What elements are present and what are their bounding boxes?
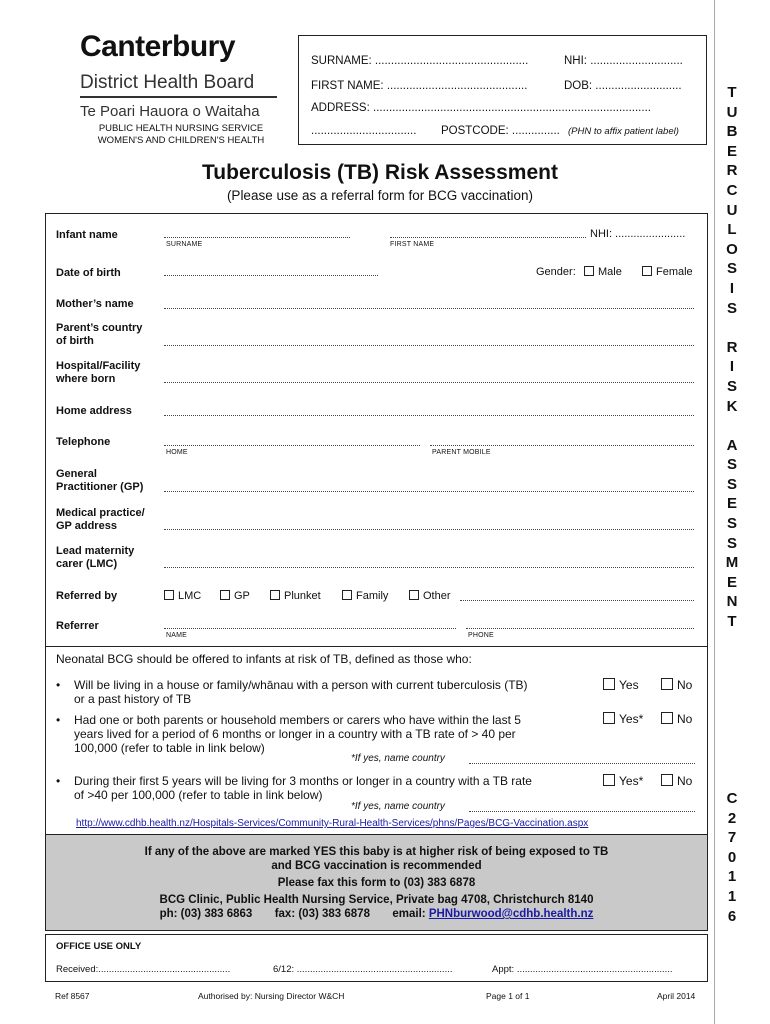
bullet-3-dot: • — [56, 774, 61, 788]
hospital-label — [56, 360, 140, 386]
family-option-label: Family — [356, 590, 389, 602]
dob-field[interactable] — [164, 275, 378, 276]
side-letter: 0 — [727, 848, 737, 866]
referrer-name-field[interactable] — [164, 628, 456, 629]
risk-criteria-section — [45, 646, 708, 835]
side-letter: B — [726, 123, 738, 141]
home-address-label: Home address — [56, 405, 132, 417]
notice-contacts — [46, 908, 707, 920]
infant-name-label: Infant name — [56, 229, 118, 241]
side-letter: 6 — [727, 907, 737, 925]
gender-female-option[interactable] — [642, 266, 693, 278]
hospital-label-line2: where born — [56, 373, 116, 385]
side-letter: U — [726, 103, 738, 121]
criteria-intro: Neonatal BCG should be offered to infants at risk of TB, defined as those who: — [56, 652, 472, 666]
criterion-2-line3: 100,000 (refer to table in link below) — [74, 741, 265, 755]
parents-country-label-line1: Parent’s country — [56, 322, 143, 334]
mothers-name-label: Mother’s name — [56, 298, 134, 310]
gp-checkbox[interactable] — [220, 590, 230, 600]
parents-country-label-line2: of birth — [56, 335, 94, 347]
side-letter: A — [726, 436, 738, 454]
side-letter: I — [729, 358, 735, 376]
criterion-3-no[interactable] — [661, 774, 692, 788]
side-letter: C — [726, 181, 738, 199]
side-letter: I — [729, 279, 735, 297]
side-divider — [714, 0, 715, 1024]
ref-option-family[interactable] — [342, 590, 388, 602]
notice-email-label: email: — [392, 908, 426, 920]
ref-option-plunket[interactable] — [270, 590, 321, 602]
side-letter: S — [726, 377, 737, 395]
bullet-1-dot: • — [56, 678, 61, 692]
lmc-checkbox[interactable] — [164, 590, 174, 600]
office-use-section — [45, 934, 708, 982]
side-letter — [724, 416, 740, 436]
ref-option-lmc[interactable] — [164, 590, 201, 602]
gp-label — [56, 468, 143, 494]
lmc-label — [56, 545, 134, 571]
side-letter: T — [727, 613, 737, 631]
notice-line-2: and BCG vaccination is recommended — [271, 860, 482, 872]
surname-caption: SURNAME — [166, 241, 203, 248]
criterion-3-yes-checkbox[interactable] — [603, 774, 615, 786]
male-checkbox[interactable] — [584, 266, 594, 276]
criterion-1-line2: or a past history of TB — [74, 692, 192, 706]
side-letter: E — [726, 573, 737, 591]
gp-label-line1: General — [56, 468, 97, 480]
criterion-2-if-yes: *If yes, name country — [351, 753, 445, 764]
criterion-1-no-checkbox[interactable] — [661, 678, 673, 690]
side-letter: 7 — [727, 829, 737, 847]
six-twelve-field[interactable]: 6/12: ........................................................... — [273, 964, 453, 975]
footer-page: Page 1 of 1 — [486, 991, 530, 1001]
ref-option-gp[interactable] — [220, 590, 250, 602]
other-option-label: Other — [423, 590, 451, 602]
hospital-label-line1: Hospital/Facility — [56, 360, 141, 372]
gp-field[interactable] — [164, 491, 694, 492]
ref-option-other[interactable] — [409, 590, 451, 602]
female-checkbox[interactable] — [642, 266, 652, 276]
female-label: Female — [656, 266, 693, 278]
side-letter: S — [726, 475, 737, 493]
side-letter: S — [726, 299, 737, 317]
received-field[interactable]: Received:.................................................. — [56, 964, 231, 975]
hospital-field[interactable] — [164, 382, 694, 383]
gp-option-label: GP — [234, 590, 250, 602]
side-letter: 1 — [727, 887, 737, 905]
address-continued: ................................. — [311, 125, 417, 137]
criterion-1-yes-label: Yes — [619, 678, 639, 692]
criterion-1-line1: Will be living in a house or family/whānau with a person with current tuberculosis (TB) — [74, 678, 528, 692]
postcode-field: POSTCODE: ............... — [441, 125, 560, 137]
side-letter — [724, 318, 740, 338]
bcg-vaccination-link[interactable]: http://www.cdhb.health.nz/Hospitals-Services/Community-Rural-Health-Services/phns/Pages/BCG-Vaccination.aspx — [76, 818, 589, 829]
side-letter: E — [726, 142, 737, 160]
criterion-2-line1: Had one or both parents or household members or carers who have within the last 5 — [74, 713, 521, 727]
side-letter: 1 — [727, 868, 737, 886]
side-title-vertical — [724, 83, 740, 632]
side-letter: R — [726, 162, 738, 180]
mothers-name-field[interactable] — [164, 308, 694, 309]
male-label: Male — [598, 266, 622, 278]
criterion-2-yes-label: Yes* — [619, 712, 644, 726]
criterion-2-country-field[interactable] — [469, 763, 695, 764]
referral-notice — [45, 835, 708, 931]
notice-line-1: If any of the above are marked YES this baby is at higher risk of being exposed to TB — [144, 846, 609, 858]
medical-practice-label — [56, 507, 145, 533]
criterion-3-no-checkbox[interactable] — [661, 774, 673, 786]
criterion-2-no-checkbox[interactable] — [661, 712, 673, 724]
parent-mobile-caption: PARENT MOBILE — [432, 449, 491, 456]
criterion-2 — [74, 713, 574, 755]
criterion-3-line1: During their first 5 years will be living for 3 months or longer in a country with a TB rate — [74, 774, 532, 788]
criterion-1 — [74, 678, 574, 706]
plunket-option-label: Plunket — [284, 590, 321, 602]
criterion-3-line2: of >40 per 100,000 (refer to table in link below) — [74, 788, 323, 802]
referred-by-label: Referred by — [56, 590, 118, 602]
medical-practice-field[interactable] — [164, 529, 694, 530]
name-caption: NAME — [166, 632, 188, 639]
criterion-1-yes-checkbox[interactable] — [603, 678, 615, 690]
side-letter: N — [726, 593, 738, 611]
parents-country-label — [56, 322, 142, 348]
org-logo-name: Canterbury — [80, 30, 236, 63]
infant-details-form — [45, 213, 708, 647]
side-letter: U — [726, 201, 738, 219]
side-letter: S — [726, 534, 737, 552]
telephone-label: Telephone — [56, 436, 111, 448]
notice-fax-number: fax: (03) 383 6878 — [274, 908, 370, 920]
side-code-vertical — [724, 789, 740, 926]
infant-firstname-field[interactable] — [390, 237, 586, 238]
parent-mobile-field[interactable] — [430, 445, 694, 446]
home-address-field[interactable] — [164, 415, 694, 416]
footer-date: April 2014 — [657, 991, 696, 1001]
side-letter: L — [727, 221, 737, 239]
notice-fax: Please fax this form to (03) 383 6878 — [277, 877, 476, 889]
notice-email-link[interactable]: PHNburwood@cdhb.health.nz — [428, 908, 594, 920]
lmc-label-line2: carer (LMC) — [56, 558, 118, 570]
office-use-heading: OFFICE USE ONLY — [56, 941, 142, 952]
appt-field[interactable]: Appt: ........................................................... — [492, 964, 673, 975]
side-letter: O — [726, 240, 738, 258]
service-name — [86, 123, 276, 147]
gender-label: Gender: — [536, 266, 576, 278]
criterion-3-if-yes: *If yes, name country — [351, 801, 445, 812]
criterion-3-no-label: No — [677, 774, 693, 788]
gp-label-line2: Practitioner (GP) — [56, 481, 144, 493]
referrer-phone-field[interactable] — [466, 628, 694, 629]
other-referrer-field[interactable] — [460, 600, 694, 601]
first-name-field: FIRST NAME: ............................................ — [311, 80, 528, 92]
criterion-2-no-label: No — [677, 712, 693, 726]
home-caption: HOME — [166, 449, 188, 456]
side-letter: S — [726, 260, 737, 278]
criterion-1-no-label: No — [677, 678, 693, 692]
family-checkbox[interactable] — [342, 590, 352, 600]
service-line-1: PUBLIC HEALTH NURSING SERVICE — [98, 123, 264, 134]
home-phone-field[interactable] — [164, 445, 420, 446]
side-letter: E — [726, 495, 737, 513]
page-title: Tuberculosis (TB) Risk Assessment — [202, 161, 558, 184]
parents-country-field[interactable] — [164, 345, 694, 346]
logo-divider — [80, 96, 277, 98]
criterion-3 — [74, 774, 574, 802]
phone-caption: PHONE — [468, 632, 494, 639]
plunket-checkbox[interactable] — [270, 590, 280, 600]
service-line-2: WOMEN'S AND CHILDREN'S HEALTH — [97, 135, 265, 146]
criterion-1-yes[interactable] — [603, 678, 639, 692]
footer-ref: Ref 8567 — [55, 991, 90, 1001]
side-letter: S — [726, 456, 737, 474]
bullet-2-dot: • — [56, 713, 61, 727]
infant-surname-field[interactable] — [164, 237, 350, 238]
side-letter: S — [726, 515, 737, 533]
criterion-2-yes[interactable] — [603, 712, 643, 726]
side-letter: T — [727, 84, 737, 101]
address-field: ADDRESS: ....................................................................................... — [311, 102, 651, 114]
side-letter: C — [726, 790, 738, 807]
lmc-label-line1: Lead maternity — [56, 545, 135, 557]
criterion-2-line2: years lived for a period of 6 months or longer in a country with a TB rate of > 40 per — [74, 727, 516, 741]
firstname-caption: FIRST NAME — [390, 241, 435, 248]
other-checkbox[interactable] — [409, 590, 419, 600]
footer-authorised: Authorised by: Nursing Director W&CH — [198, 991, 345, 1001]
criterion-3-country-field[interactable] — [469, 811, 695, 812]
side-letter: M — [725, 554, 739, 572]
gender-male-option[interactable] — [584, 266, 622, 278]
nhi-field: NHI: ............................. — [564, 55, 683, 67]
criterion-1-no[interactable] — [661, 678, 692, 692]
medical-practice-label-line2: GP address — [56, 520, 117, 532]
medical-practice-label-line1: Medical practice/ — [56, 507, 145, 519]
side-letter: K — [726, 397, 738, 415]
phn-note: (PHN to affix patient label) — [568, 126, 679, 137]
side-letter: 2 — [727, 809, 737, 827]
notice-phone: ph: (03) 383 6863 — [159, 908, 253, 920]
criterion-3-yes-label: Yes* — [619, 774, 644, 788]
org-logo-maori: Te Poari Hauora o Waitaha — [80, 103, 260, 120]
side-letter: R — [726, 338, 738, 356]
dob-label: Date of birth — [56, 267, 121, 279]
org-logo-subtitle: District Health Board — [80, 72, 255, 93]
criterion-2-yes-checkbox[interactable] — [603, 712, 615, 724]
lmc-field[interactable] — [164, 567, 694, 568]
referrer-label: Referrer — [56, 620, 99, 632]
dob-field: DOB: ........................... — [564, 80, 682, 92]
surname-field: SURNAME: ................................................ — [311, 55, 529, 67]
notice-address: BCG Clinic, Public Health Nursing Service, Private bag 4708, Christchurch 8140 — [159, 894, 594, 906]
lmc-option-label: LMC — [178, 590, 202, 602]
criterion-2-no[interactable] — [661, 712, 692, 726]
criterion-3-yes[interactable] — [603, 774, 643, 788]
patient-label-box[interactable] — [298, 35, 707, 145]
page-subtitle: (Please use as a referral form for BCG vaccination) — [226, 188, 534, 203]
infant-nhi-field[interactable]: NHI: ....................... — [590, 228, 686, 240]
